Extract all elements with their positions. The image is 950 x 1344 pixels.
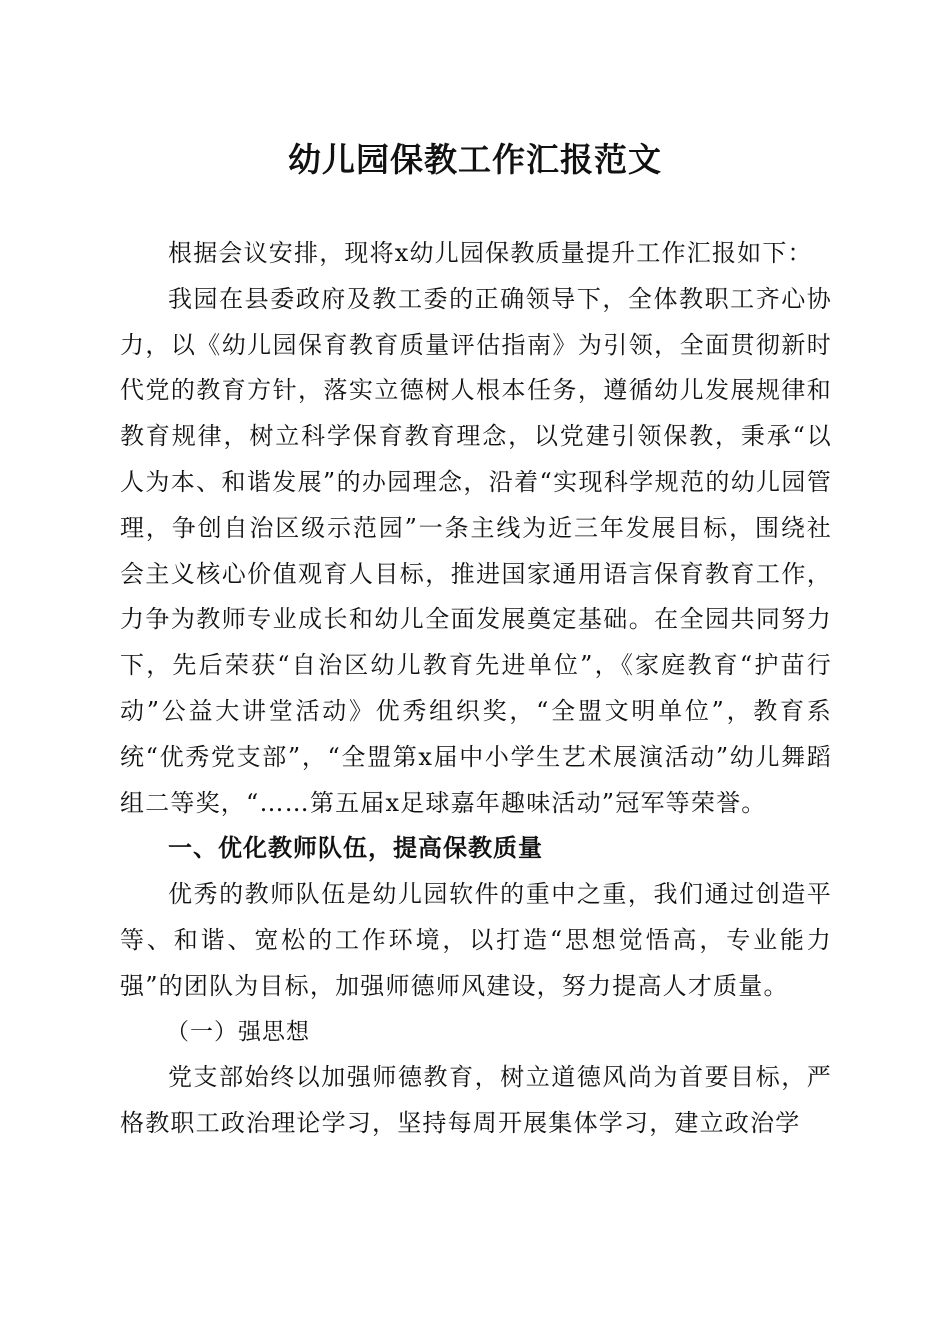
section-paragraph: 优秀的教师队伍是幼儿园软件的重中之重，我们通过创造平等、和谐、宽松的工作环境，以打造“思想觉悟高，专业能力强”的团队为目标，加强师德师风建设，努力提高人才质量。 [120,880,832,1000]
subsection-paragraph: 党支部始终以加强师德教育，树立道德风尚为首要目标，严格教职工政治理论学习，坚持每周开展集体学习，建立政治学 [120,1063,832,1138]
document-title: 幼儿园保教工作汇报范文 [288,140,662,179]
section-heading: 一、优化教师队伍，提高保教质量 [168,834,543,863]
subsection-heading: （一）强思想 [166,1018,310,1045]
overview-paragraph: 我园在县委政府及教工委的正确领导下，全体教职工齐心协力，以《幼儿园保育教育质量评估指南》为引领，全面贯彻新时代党的教育方针，落实立德树人根本任务，遵循幼儿发展规律和教育规律，树立科学保育教育理念，以党建引领保教，秉承“以人为本、和谐发展”的办园理念，沿着“实现科学规范的幼儿园管理，争创自治区级示范园”一条主线为近三年发展目标，围绕社会主义核心价值观育人目标，推进国家通用语言保育教育工作，力争为教师专业成长和幼儿全面发展奠定基础。在全园共同努力下，先后荣获“自治区幼儿教育先进单位”，《家庭教育“护苗行动”公益大讲堂活动》优秀组织奖，“全盟文明单位”，教育系统“优秀党支部”，“全盟第x届中小学生艺术展演活动”幼儿舞蹈组二等奖，“……第五届x足球嘉年趣味活动”冠军等荣誉。 [120,284,832,817]
document-body [120,231,832,1147]
intro-paragraph: 根据会议安排，现将x幼儿园保教质量提升工作汇报如下： [168,239,813,267]
